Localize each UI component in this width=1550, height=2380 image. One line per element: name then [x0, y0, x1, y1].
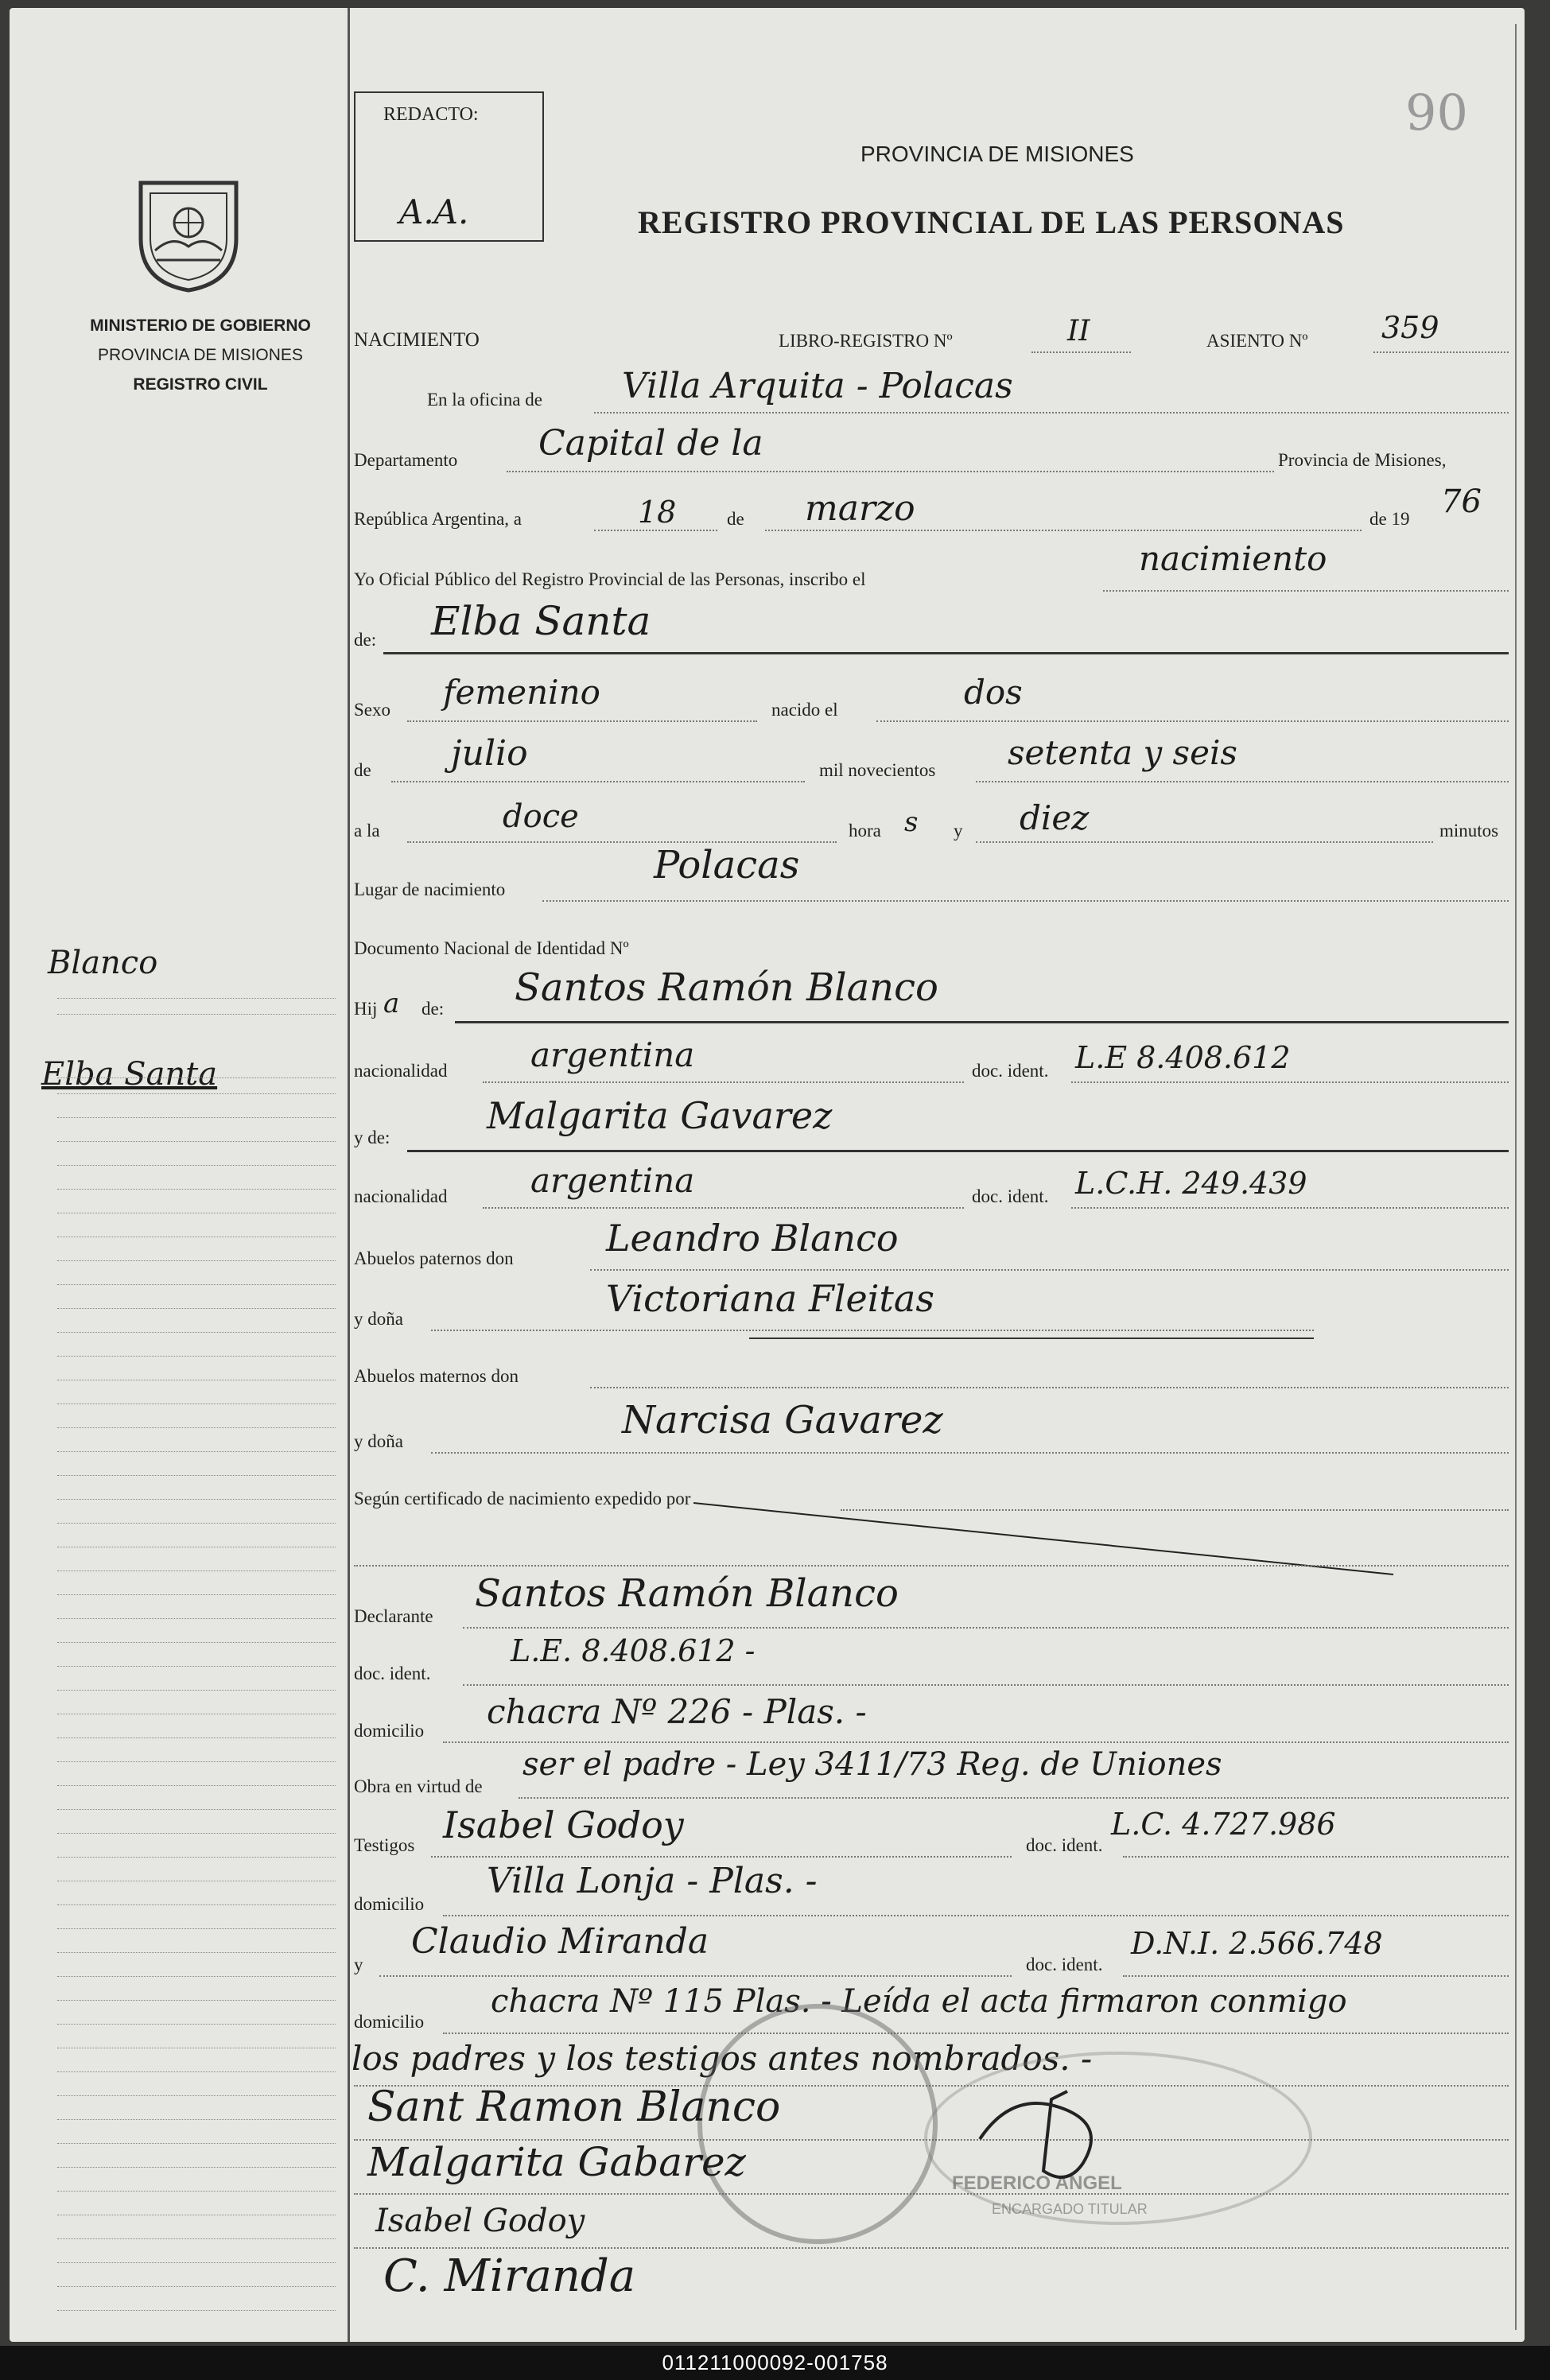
child-name: Elba Santa: [431, 598, 651, 644]
redacto-label: REDACTO:: [383, 104, 479, 125]
hora-suffix: s: [904, 806, 919, 838]
sexo-value: femenino: [443, 673, 600, 712]
province-heading: PROVINCIA DE MISIONES: [860, 142, 1134, 166]
footer-code: 011211000092-001758: [0, 2346, 1550, 2380]
redacto-box: [354, 91, 544, 242]
page-number: 90: [1405, 83, 1468, 142]
testigo2-domicilio-label: domicilio: [354, 2012, 425, 2032]
day-value: 18: [638, 495, 677, 530]
testigo2-doc-value: D.N.I. 2.566.748: [1131, 1926, 1383, 1961]
sidebar-province-label: PROVINCIA DE MISIONES: [98, 346, 303, 364]
paternal-grandmother: Victoriana Fleitas: [606, 1277, 934, 1320]
margin-given-names: Elba Santa: [41, 1056, 218, 1093]
testigo2-doc-label: doc. ident.: [1026, 1955, 1103, 1974]
nacido-value: dos: [964, 673, 1023, 712]
month-value: marzo: [805, 488, 915, 529]
abuelos-maternos-label: Abuelos maternos don: [354, 1366, 519, 1386]
declarante-domicilio-label: domicilio: [354, 1721, 425, 1741]
de3-label: de:: [421, 999, 445, 1019]
maternal-grandmother: Narcisa Gavarez: [622, 1398, 943, 1442]
libro-label: LIBRO-REGISTRO Nº: [779, 331, 953, 351]
de-name-label: de:: [354, 630, 377, 650]
segun-label: Según certificado de nacimiento expedido por: [354, 1489, 691, 1508]
declarante-domicilio-value: chacra Nº 226 - Plas. -: [487, 1692, 867, 1731]
right-border: [1515, 24, 1517, 2330]
registry-civil-label: REGISTRO CIVIL: [133, 375, 268, 394]
de-label: de: [727, 509, 744, 529]
signature-witness2: C. Miranda: [383, 2250, 636, 2302]
obra-value: ser el padre - Ley 3411/73 Reg. de Uniones: [522, 1746, 1222, 1783]
signature-father: Sant Ramon Blanco: [367, 2083, 781, 2131]
oficial-text: Yo Oficial Público del Registro Provincial de las Personas, inscribo el: [354, 569, 866, 589]
year-label: de 19: [1369, 509, 1410, 529]
testigo1-doc-label: doc. ident.: [1026, 1835, 1103, 1855]
testigo1-domicilio-value: Villa Lonja - Plas. -: [487, 1861, 818, 1901]
mother-nacionalidad-value: argentina: [530, 1161, 695, 1200]
ala-label: a la: [354, 821, 380, 841]
declarante-doc-label: doc. ident.: [354, 1664, 431, 1683]
declarante-value: Santos Ramón Blanco: [475, 1571, 899, 1616]
declarante-doc-value: L.E. 8.408.612 -: [511, 1633, 756, 1668]
father-name: Santos Ramón Blanco: [515, 965, 938, 1010]
republica-label: República Argentina, a: [354, 509, 522, 529]
paternal-dona-label: y doña: [354, 1309, 403, 1329]
abuelos-paternos-label: Abuelos paternos don: [354, 1248, 514, 1268]
paternal-grandfather: Leandro Blanco: [606, 1217, 899, 1260]
official-signature-icon: [948, 2075, 1155, 2203]
de2-label: de: [354, 760, 371, 780]
birth-year-value: setenta y seis: [1008, 733, 1237, 772]
father-nacionalidad-label: nacionalidad: [354, 1061, 448, 1081]
obra-label: Obra en virtud de: [354, 1776, 483, 1796]
testigo1-name: Isabel Godoy: [443, 1803, 684, 1846]
father-nacionalidad-value: argentina: [530, 1035, 695, 1074]
lugar-value: Polacas: [654, 843, 800, 887]
mil-label: mil novecientos: [819, 760, 936, 780]
mother-doc-value: L.C.H. 249.439: [1075, 1166, 1307, 1201]
testigo2-y-label: y: [354, 1955, 363, 1974]
declarante-label: Declarante: [354, 1606, 433, 1626]
testigo2-domicilio-value: chacra Nº 115 Plas. - Leída el acta firmaron conmigo: [491, 1983, 1347, 2020]
closing-text: los padres y los testigos antes nombrados. -: [352, 2039, 1093, 2078]
departamento-value: Capital de la: [538, 423, 763, 464]
father-doc-value: L.E 8.408.612: [1075, 1040, 1291, 1075]
year-value: 76: [1441, 483, 1482, 520]
hij-label: Hij: [354, 999, 378, 1019]
official-stamp-title: ENCARGADO TITULAR: [992, 2201, 1148, 2217]
birth-month-value: julio: [451, 733, 528, 774]
hora-value: doce: [503, 798, 579, 835]
strikethrough-line: [693, 1495, 1409, 1582]
testigo1-domicilio-label: domicilio: [354, 1894, 425, 1914]
provincia-suffix: Provincia de Misiones,: [1278, 450, 1447, 470]
mother-name: Malgarita Gavarez: [487, 1094, 833, 1137]
signature-witness1: Isabel Godoy: [375, 2203, 585, 2239]
registry-title: REGISTRO PROVINCIAL DE LAS PERSONAS: [638, 204, 1345, 240]
asiento-label: ASIENTO Nº: [1206, 331, 1308, 351]
minutos-value: diez: [1020, 798, 1090, 837]
signature-mother: Malgarita Gabarez: [367, 2139, 746, 2185]
oficial-value: nacimiento: [1139, 539, 1327, 578]
lugar-label: Lugar de nacimiento: [354, 879, 506, 899]
testigos-label: Testigos: [354, 1835, 415, 1855]
birth-record-page: [10, 8, 1525, 2342]
testigo2-name: Claudio Miranda: [411, 1921, 709, 1962]
mother-doc-label: doc. ident.: [972, 1186, 1049, 1206]
oficina-label: En la oficina de: [427, 390, 542, 410]
margin-surname: Blanco: [48, 945, 158, 981]
minutos-label: minutos: [1439, 821, 1499, 841]
libro-value: II: [1067, 315, 1090, 347]
oficina-value: Villa Arquita - Polacas: [622, 366, 1013, 406]
ministry-label: MINISTERIO DE GOBIERNO: [90, 316, 311, 335]
margin-divider: [348, 8, 350, 2342]
father-doc-label: doc. ident.: [972, 1061, 1049, 1081]
provincial-seal-icon: [133, 171, 244, 294]
y-label: y: [954, 821, 963, 841]
yde-label: y de:: [354, 1128, 390, 1147]
hij-suffix: a: [383, 988, 400, 1019]
official-stamp-name: FEDERICO ANGEL: [952, 2172, 1122, 2194]
dni-label: Documento Nacional de Identidad Nº: [354, 938, 629, 958]
hora-label: hora: [849, 821, 881, 841]
record-type: NACIMIENTO: [354, 329, 480, 351]
asiento-value: 359: [1381, 310, 1439, 345]
redacto-value: A.A.: [399, 192, 469, 231]
testigo1-doc-value: L.C. 4.727.986: [1111, 1807, 1336, 1842]
sexo-label: Sexo: [354, 700, 390, 720]
maternal-dona-label: y doña: [354, 1431, 403, 1451]
departamento-label: Departamento: [354, 450, 458, 470]
mother-nacionalidad-label: nacionalidad: [354, 1186, 448, 1206]
nacido-label: nacido el: [771, 700, 838, 720]
